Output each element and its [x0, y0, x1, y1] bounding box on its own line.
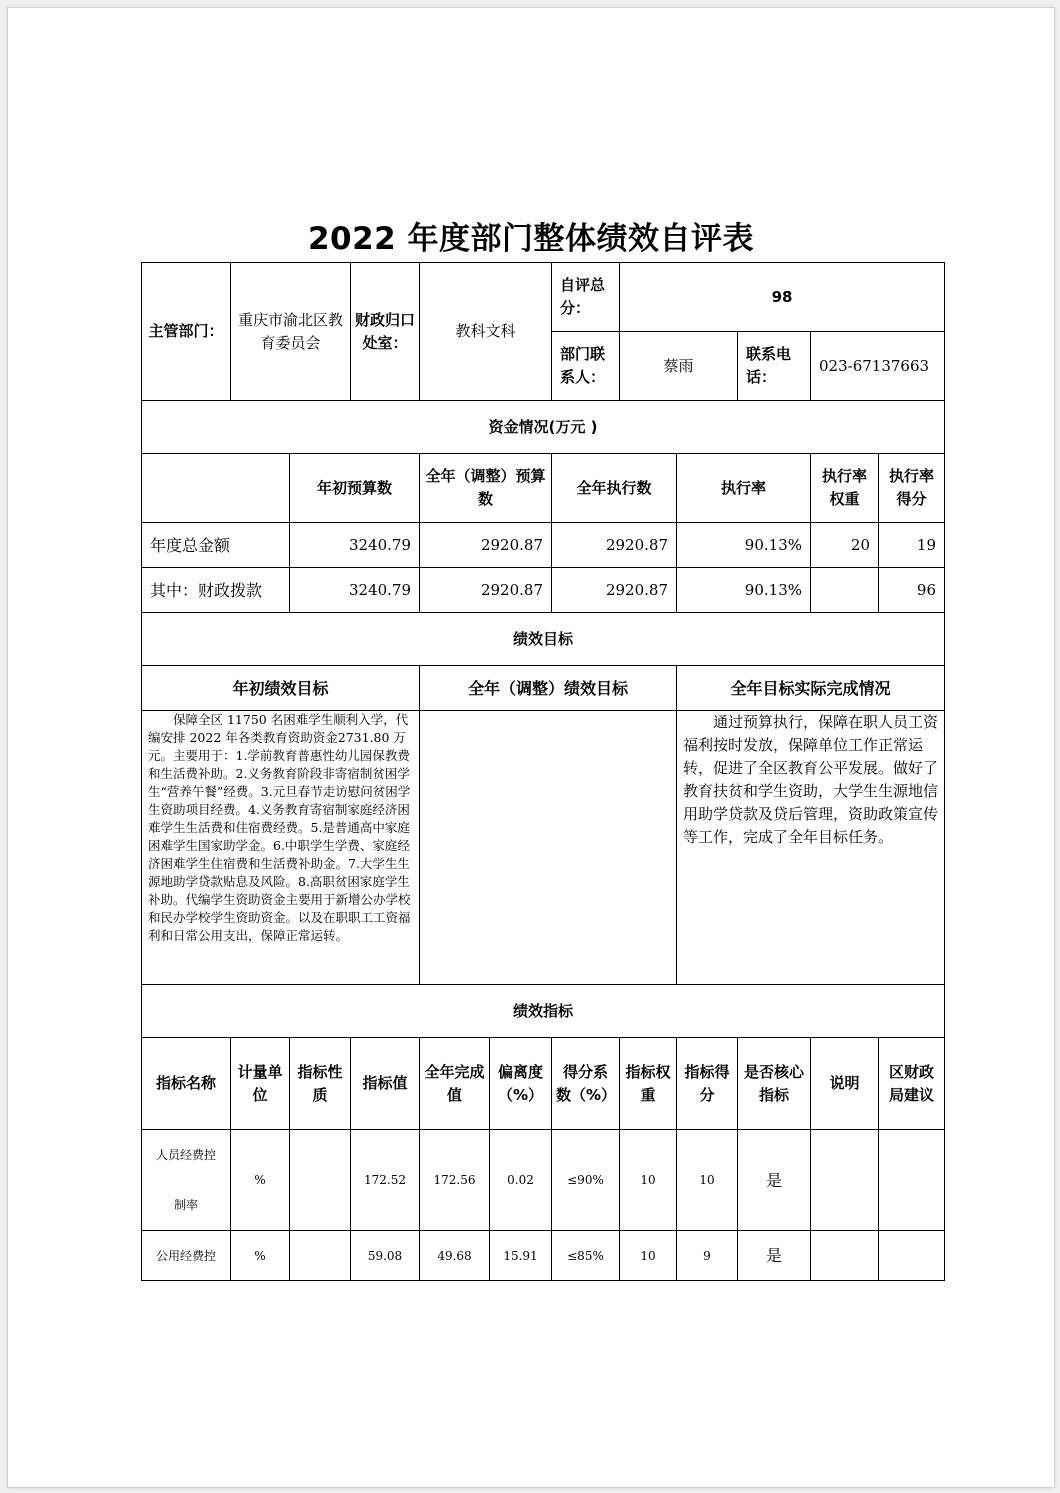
ind-row-core: 是 — [738, 1231, 811, 1281]
evaluation-table — [141, 262, 945, 1281]
dept-label: 主管部门： — [142, 263, 231, 401]
goals-actual-text: 通过预算执行，保障在职人员工资福利按时发放，保障单位工作正常运转，促进了全区教育公平发展。做好了教育扶贫和学生资助，大学生生源地信用助学贷款及贷后管理，资助政策宣传等工作，完成了全年目标任务。 — [677, 711, 945, 985]
ind-row-note — [811, 1231, 879, 1281]
ind-row-weight: 10 — [620, 1231, 677, 1281]
page-title: 2022 年度部门整体绩效自评表 — [307, 221, 755, 257]
funds-header-executed: 全年执行数 — [552, 454, 677, 523]
ind-header-name: 指标名称 — [142, 1038, 231, 1130]
ind-row-nature — [290, 1130, 351, 1231]
funds-row-label: 其中：财政拨款 — [142, 568, 290, 613]
funds-header-budget: 年初预算数 — [290, 454, 420, 523]
funds-row-executed: 2920.87 — [552, 568, 677, 613]
funds-header-weight: 执行率权重 — [811, 454, 879, 523]
ind-header-score: 指标得分 — [677, 1038, 738, 1130]
ind-row-coef: ≤90% — [552, 1130, 620, 1231]
ind-row-name — [142, 1231, 231, 1281]
ind-row-actual: 49.68 — [420, 1231, 490, 1281]
goals-header-adjusted: 全年（调整）绩效目标 — [420, 666, 677, 711]
ind-row-deviation: 15.91 — [490, 1231, 552, 1281]
ind-header-note: 说明 — [811, 1038, 879, 1130]
indicators-section-title: 绩效指标 — [142, 985, 945, 1038]
ind-row-name — [142, 1130, 231, 1231]
ind-row-target: 172.52 — [351, 1130, 420, 1231]
goals-header-initial: 年初绩效目标 — [142, 666, 420, 711]
ind-header-unit: 计量单位 — [231, 1038, 290, 1130]
score-label: 自评总分： — [552, 263, 620, 332]
funds-header-adjusted: 全年（调整）预算数 — [420, 454, 552, 523]
ind-row-unit: % — [231, 1231, 290, 1281]
ind-header-deviation: 偏离度（%） — [490, 1038, 552, 1130]
ind-row-advice — [879, 1130, 945, 1231]
funds-header-rate: 执行率 — [677, 454, 811, 523]
funds-row-weight: 20 — [811, 523, 879, 568]
funds-row-rate: 90.13% — [677, 523, 811, 568]
funds-row-budget: 3240.79 — [290, 568, 420, 613]
funds-header-score: 执行率得分 — [879, 454, 945, 523]
funds-row-label: 年度总金额 — [142, 523, 290, 568]
ind-row-target: 59.08 — [351, 1231, 420, 1281]
funds-row-score: 96 — [879, 568, 945, 613]
funds-section-title: 资金情况(万元 ) — [142, 401, 945, 454]
ind-header-core: 是否核心指标 — [738, 1038, 811, 1130]
ind-row-score: 10 — [677, 1130, 738, 1231]
office-label: 财政归口处室： — [351, 263, 420, 401]
ind-row-weight: 10 — [620, 1130, 677, 1231]
contact-label: 部门联系人： — [552, 332, 620, 401]
funds-row-rate: 90.13% — [677, 568, 811, 613]
ind-header-actual: 全年完成值 — [420, 1038, 490, 1130]
goals-adjusted-text — [420, 711, 677, 985]
ind-row-nature — [290, 1231, 351, 1281]
ind-row-deviation: 0.02 — [490, 1130, 552, 1231]
office-value: 教科文科 — [420, 263, 552, 401]
ind-row-unit: % — [231, 1130, 290, 1231]
ind-row-actual: 172.56 — [420, 1130, 490, 1231]
funds-row-adjusted: 2920.87 — [420, 523, 552, 568]
ind-header-weight: 指标权重 — [620, 1038, 677, 1130]
ind-row-core: 是 — [738, 1130, 811, 1231]
score-value: 98 — [620, 263, 945, 332]
ind-row-name-line: 制率 — [173, 1198, 198, 1212]
ind-row-score: 9 — [677, 1231, 738, 1281]
contact-value: 蔡雨 — [620, 332, 738, 401]
ind-header-target: 指标值 — [351, 1038, 420, 1130]
goals-header-actual: 全年目标实际完成情况 — [677, 666, 945, 711]
ind-row-name-line: 人员经费控 — [155, 1148, 216, 1162]
ind-header-advice: 区财政局建议 — [879, 1038, 945, 1130]
goals-initial-text: 保障全区 11750 名困难学生顺利入学，代编安排 2022 年各类教育资助资金2731.80 万元。主要用于：1.学前教育普惠性幼儿园保教费和生活费补助。2.义务教育阶段非寄宿制贫困学生“营养午餐”经费。3.元旦春节走访慰问贫困学生资助项目经费。4.义务教育寄宿制家庭经济困难学生生活费和住宿费经费。5.是普通高中家庭困难学生国家助学金。6.中职学生学费、家庭经济困难学生住宿费和生活费补助金。7.大学生生源地助学贷款贴息及风险。8.高职贫困家庭学生补助。代编学生资助资金主要用于新增公办学校和民办学校学生资助资金。以及在职职工工资福利和日常公用支出，保障正常运转。 — [142, 711, 420, 985]
dept-value: 重庆市渝北区教育委员会 — [231, 263, 351, 401]
ind-row-coef: ≤85% — [552, 1231, 620, 1281]
goals-section-title: 绩效目标 — [142, 613, 945, 666]
phone-value: 023-67137663 — [811, 332, 945, 401]
document-page — [7, 7, 1055, 1488]
ind-header-nature: 指标性质 — [290, 1038, 351, 1130]
ind-row-advice — [879, 1231, 945, 1281]
ind-row-note — [811, 1130, 879, 1231]
funds-header-blank — [142, 454, 290, 523]
funds-row-executed: 2920.87 — [552, 523, 677, 568]
funds-row-score: 19 — [879, 523, 945, 568]
ind-row-name-line: 公用经费控 — [155, 1248, 216, 1263]
funds-row-adjusted: 2920.87 — [420, 568, 552, 613]
funds-row-budget: 3240.79 — [290, 523, 420, 568]
ind-header-coef: 得分系数（%） — [552, 1038, 620, 1130]
phone-label: 联系电话： — [738, 332, 811, 401]
funds-row-weight — [811, 568, 879, 613]
